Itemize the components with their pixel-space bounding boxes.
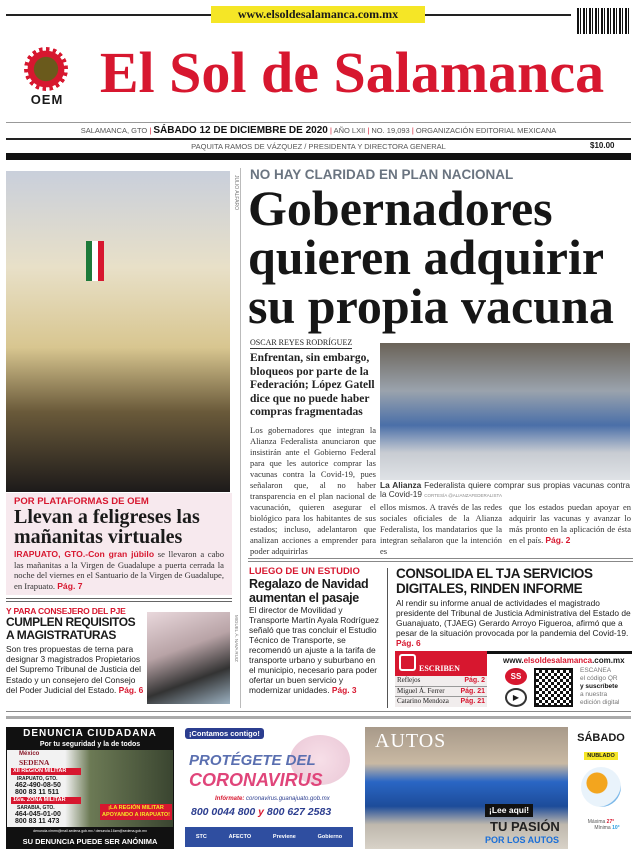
weather-box bbox=[570, 727, 632, 849]
main-headline[interactable]: Gobernadores quieren adquirir su propia vacuna bbox=[248, 180, 614, 334]
divider bbox=[6, 138, 631, 140]
dateline-bar: SALAMANCA, GTO | SÁBADO 12 DE DICIEMBRE DE 2020 | AÑO LXII | NO. 19,093 | ORGANIZACIÓN EDITORIAL MEXICANA bbox=[80, 125, 557, 136]
byline: OSCAR REYES RODRÍGUEZ bbox=[250, 338, 353, 347]
pen-icon bbox=[399, 654, 416, 671]
pje-story[interactable] bbox=[6, 606, 144, 695]
transport-kicker: LUEGO DE UN ESTUDIO bbox=[249, 566, 360, 577]
oem-logo-text: OEM bbox=[30, 92, 64, 107]
divider bbox=[248, 558, 633, 559]
main-body-col1: Los gobernadores que integran la Alianza Federalista anunciaron que insistirán ante el Gobierno Federal para que les autorice comprar las vacunas contra la Covid-19, pues señalaron que, al no haber transparencia en el plan nacional de vacunación, quieren asegurar el biológico para los habitantes de sus estados; incluso, adelantaron que analizan acciones a emprender para poder adquirirlas bbox=[250, 424, 376, 556]
denuncia-ad[interactable]: DENUNCIA CIUDADANA Por tu seguridad y la de todos México SEDENA XII REGIÓN MILITAR IRAPUATO, GTO. 462-490-08-50 800 83 11 511 16/a. ZONA MILITAR SARABIA, GTO. 464-045-01-00 800 83 11 473 ¡LA REGIÓN MILITAR APOYANDO A IRAPUATO! denuncia.ximrm@mail.sedena.gob.mx / denuncia.16zm@sedena.gob.mx SU DENUNCIA PUEDE SER ANÓNIMA bbox=[6, 727, 174, 849]
min-temp: Mínima 10° bbox=[594, 825, 620, 831]
photo-credit: MIGUEL Á. NAVA RUIZ bbox=[234, 615, 239, 662]
page-ref[interactable]: Pág. 6 bbox=[118, 684, 144, 695]
website-url[interactable]: www.elsoldesalamanca.com.mx bbox=[211, 6, 425, 23]
columnist-item[interactable]: Reflejos Pág. 2 bbox=[395, 676, 487, 687]
divider bbox=[248, 561, 633, 562]
transport-story[interactable] bbox=[249, 566, 383, 695]
divider bbox=[6, 14, 211, 16]
columnist-item[interactable]: Miguel Á. Ferrer Pág. 21 bbox=[395, 687, 487, 698]
main-deck: Enfrentan, sin embargo, bloqueos por parte de la Federación; López Gatell dice que no puede haber compras fragmentadas bbox=[250, 352, 375, 418]
mexican-flag bbox=[86, 241, 104, 281]
tja-story[interactable] bbox=[396, 566, 632, 648]
main-body-col3: que los estados puedan apoyar en adquirir las vacunas y avanzar lo más pronto en la aplicación de ésta en el país. Pág. 2 bbox=[509, 502, 631, 545]
page-ref[interactable]: Pág. 3 bbox=[331, 685, 357, 695]
weather-condition: NUBLADO bbox=[584, 752, 618, 760]
escriben-list bbox=[395, 676, 487, 707]
masthead-title: El Sol de Salamanca bbox=[99, 40, 605, 105]
page-ref[interactable]: Pág. 2 bbox=[545, 535, 571, 545]
church-photo bbox=[6, 171, 230, 492]
ad-subtitle: Por tu seguridad y la de todos bbox=[39, 741, 141, 748]
transport-headline: Regalazo de Navidad aumentan el pasaje bbox=[249, 577, 369, 605]
covid-ad[interactable]: ¡Contamos contigo! PROTÉGETE DEL CORONAVIRUS Infórmate: coronavirus.guanajuato.gob.mx 800 0044 800 y 800 627 2583 STC AFECTO Previene Gobierno bbox=[185, 727, 353, 849]
main-col1 bbox=[250, 352, 376, 557]
divider bbox=[6, 711, 631, 712]
main-kicker: NO HAY CLARIDAD EN PLAN NACIONAL bbox=[250, 167, 514, 182]
divider bbox=[6, 601, 232, 602]
ss-badge: SS bbox=[505, 668, 527, 685]
governors-photo bbox=[380, 343, 630, 480]
divider bbox=[487, 651, 632, 654]
city: SALAMANCA, GTO bbox=[80, 126, 148, 135]
divider bbox=[425, 14, 571, 16]
cloudy-icon bbox=[581, 767, 621, 807]
left-story-body: IRAPUATO, GTO.-Con gran júbilo se llevaron a cabo las mañanitas a la Virgen de Guadalupe a puerta cerrada la noche del viernes en el Santuario de la Virgen de Guadalupe, en Irapuato. Pág. 7 bbox=[14, 549, 224, 591]
divider bbox=[6, 716, 631, 719]
director-line: PAQUITA RAMOS DE VÁZQUEZ / PRESIDENTA Y DIRECTORA GENERAL bbox=[191, 142, 446, 151]
pje-kicker: Y PARA CONSEJERO DEL PJE bbox=[6, 606, 126, 616]
ad-title: DENUNCIA CIUDADANA bbox=[23, 728, 157, 739]
main-body-col2: ellos mismos. A través de las redes sociales oficiales de la Alianza Federalista, los mandatarios que la integran señalaron que la intención es bbox=[380, 502, 502, 556]
left-story-headline: Llevan a feligreses las mañanitas virtuales bbox=[14, 506, 200, 548]
price: $10.00 bbox=[590, 141, 615, 150]
tja-headline: CONSOLIDA EL TJA SERVICIOS DIGITALES, RINDEN INFORME bbox=[396, 566, 593, 596]
photo-caption: La Alianza Federalista quiere comprar sus propias vacunas contra la Covid-19 CORTESÍA @ALIANZAFEDERALISTA bbox=[380, 480, 630, 499]
divider bbox=[6, 122, 631, 123]
oem-sun-logo bbox=[24, 47, 68, 91]
divider bbox=[6, 598, 232, 599]
left-story-kicker: POR PLATAFORMAS DE OEM bbox=[14, 496, 149, 507]
play-icon[interactable]: ▶ bbox=[505, 688, 527, 707]
tja-body: Al rendir su informe anual de actividades el magistrado presidente del Tribunal de Justicia Administrativa del Estado de Guanajuato, (TJAEG) Gerardo Arroyo Figueroa, afirmó que a pesar de la situación provocada por la pandemia del Covid-19. Pág. 6 bbox=[396, 598, 631, 648]
pje-headline: CUMPLEN REQUISITOS A MAGISTRATURAS bbox=[6, 615, 136, 642]
max-temp: Máxima 27° bbox=[587, 819, 615, 825]
weather-day: SÁBADO bbox=[577, 732, 625, 744]
escriben-header: ESCRIBEN bbox=[395, 651, 487, 676]
qr-code[interactable] bbox=[534, 668, 573, 707]
digital-url[interactable]: www.elsoldesalamanca.com.mx bbox=[503, 656, 625, 665]
page-ref[interactable]: Pág. 6 bbox=[396, 638, 421, 648]
issue-number: NO. 19,093 bbox=[371, 126, 410, 135]
left-story-box[interactable] bbox=[6, 493, 232, 595]
transport-body: El director de Movilidad y Transporte Martín Ayala Rodríguez señaló que tras concluir el Estudio Técnico de Transporte, se recomendó un ajuste a la tarifa de transporte urbano y suburbano en el municipio, necesario para poder ofertar un buen servicio y modernizar unidades. Pág. 3 bbox=[249, 605, 379, 695]
divider-bar bbox=[6, 153, 631, 160]
column-divider bbox=[240, 168, 241, 708]
photo-credit: JULIO ALFARO bbox=[233, 175, 239, 211]
columnist-item[interactable]: Catarino Mendoza Pág. 21 bbox=[397, 697, 485, 705]
autos-ad[interactable]: AUTOS ¡Lee aquí! TU PASIÓN POR LOS AUTOS bbox=[365, 727, 568, 849]
issue-date: SÁBADO 12 DE DICIEMBRE DE 2020 bbox=[153, 125, 328, 136]
barcode bbox=[577, 8, 631, 34]
sponsor-logos: STC AFECTO Previene Gobierno bbox=[185, 827, 353, 847]
scan-instructions: ESCANEA el código QR y suscríbete a nuestra edición digital bbox=[580, 667, 620, 706]
pje-body: Son tres propuestas de terna para designar 3 magistrados Propietarios del Supremo Tribunal de Justicia del Estado y un consejero del Consejo del Poder Judicial del Estado. Pág. 6 bbox=[6, 644, 144, 695]
page-ref[interactable]: Pág. 7 bbox=[57, 580, 83, 591]
magistrate-photo bbox=[147, 612, 230, 704]
year: AÑO LXII bbox=[333, 126, 366, 135]
column-divider bbox=[387, 568, 388, 708]
publisher: ORGANIZACIÓN EDITORIAL MEXICANA bbox=[415, 126, 557, 135]
